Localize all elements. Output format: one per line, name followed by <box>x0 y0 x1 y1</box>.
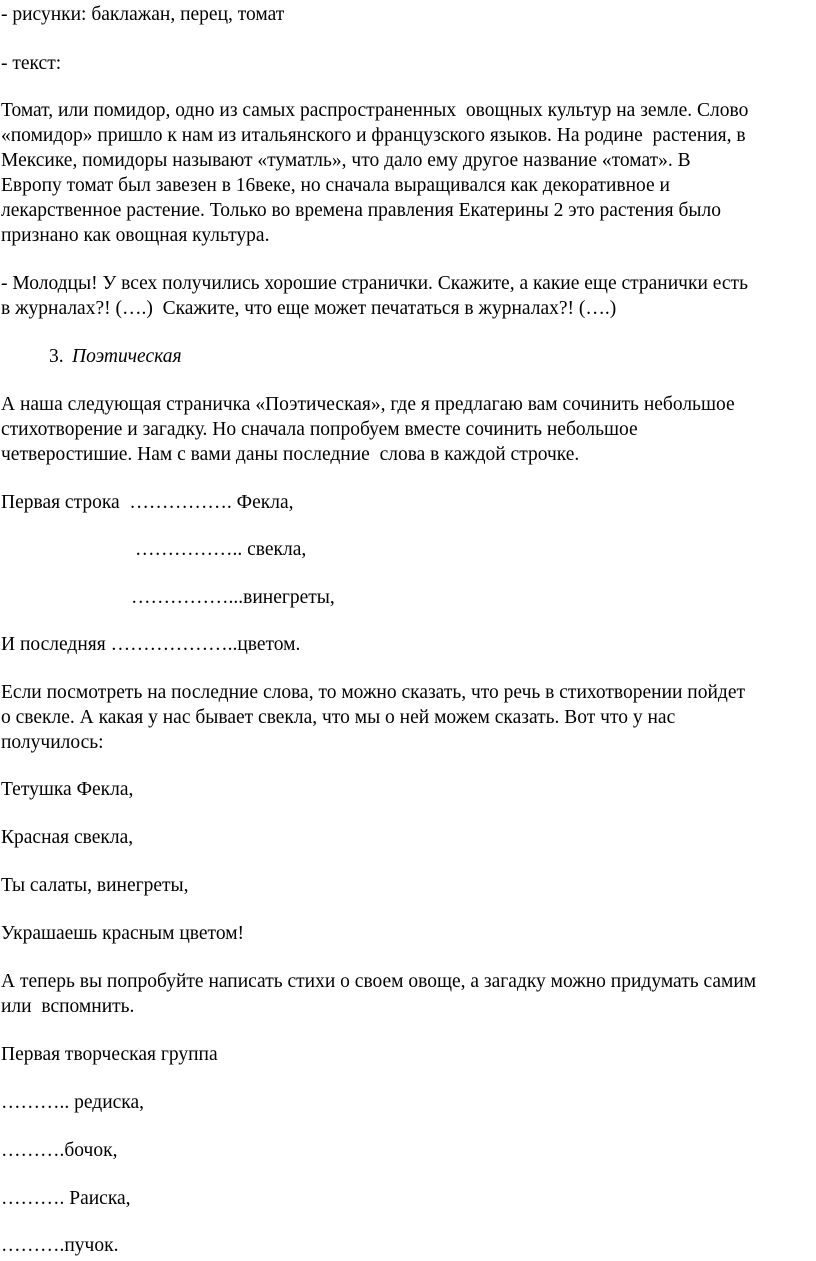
paragraph-line: четверостишие. Нам с вами даны последние слова в каждой строчке. <box>1 444 580 465</box>
group-line: ………. Раиска, <box>1 1188 131 1209</box>
poem-line: Красная свекла, <box>1 827 134 848</box>
paragraph-line: лекарственное растение. Только во времена правления Екатерины 2 это растения было <box>1 200 721 221</box>
paragraph-line: Если посмотреть на последние слова, то можно сказать, что речь в стихотворении пойдет <box>1 682 746 703</box>
section-title: Поэтическая <box>72 346 182 367</box>
paragraph-line: стихотворение и загадку. Но сначала попробуем вместе сочинить небольшое <box>1 419 638 440</box>
paragraph-line: «помидор» пришло к нам из итальянского и французского языков. На родине растения, в <box>1 125 746 146</box>
template-line: ……………...винегреты, <box>131 587 335 608</box>
poem-line: Тетушка Фекла, <box>1 779 134 800</box>
paragraph-line: или вспомнить. <box>1 996 135 1017</box>
paragraph-line: Европу томат был завезен в 16веке, но сначала выращивался как декоративное и <box>1 175 670 196</box>
group-title: Первая творческая группа <box>1 1044 218 1065</box>
text-label: - текст: <box>1 53 62 74</box>
paragraph-line: - Молодцы! У всех получились хорошие странички. Скажите, а какие еще странички есть <box>1 273 748 294</box>
paragraph-line: А теперь вы попробуйте написать стихи о своем овоще, а загадку можно придумать самим <box>1 971 757 992</box>
template-line: …………….. свекла, <box>135 539 307 560</box>
group-line: ……….. редиска, <box>1 1092 144 1113</box>
paragraph-line: о свекле. А какая у нас бывает свекла, что мы о ней можем сказать. Вот что у нас <box>1 707 676 728</box>
group-line: ……….бочок, <box>1 1140 118 1161</box>
paragraph-line: Мексике, помидоры называют «туматль», что дало ему другое название «томат». В <box>1 150 691 171</box>
paragraph-line: Томат, или помидор, одно из самых распространенных овощных культур на земле. Слово <box>1 100 749 121</box>
template-line: Первая строка ……………. Фекла, <box>1 492 294 513</box>
paragraph-line: в журналах?! (….) Скажите, что еще может печататься в журналах?! (….) <box>1 298 617 319</box>
drawings-line: - рисунки: баклажан, перец, томат <box>1 4 285 25</box>
paragraph-line: А наша следующая страничка «Поэтическая», где я предлагаю вам сочинить небольшое <box>1 394 735 415</box>
poem-line: Украшаешь красным цветом! <box>1 923 245 944</box>
group-line: ……….пучок. <box>1 1235 119 1256</box>
template-line: И последняя ………………..цветом. <box>1 634 301 655</box>
paragraph-line: признано как овощная культура. <box>1 225 270 246</box>
poem-line: Ты салаты, винегреты, <box>1 875 189 896</box>
section-number: 3. <box>49 346 64 367</box>
paragraph-line: получилось: <box>1 732 104 753</box>
